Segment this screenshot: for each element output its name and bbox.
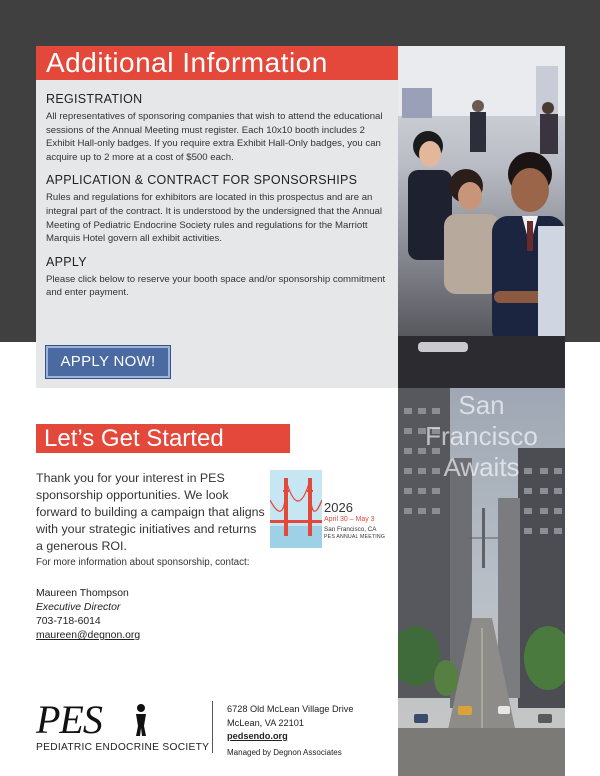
golden-gate-bridge-icon [270,470,322,548]
registration-text: All representatives of sponsoring companies that wish to attend the educational sessions of the Annual Meeting must register. Each 10x10 booth includes 2 Exhibit Hall-only badges. If you require extra Exhibit Hall-Only badges, you can acquire up to 2 more at a cost of $500 each. [46,111,383,163]
meeting-name: PES ANNUAL MEETING [324,534,386,540]
website-link[interactable]: pedsendo.org [227,731,288,741]
annual-meeting-logo [270,470,394,548]
application-heading: APPLICATION & CONTRACT FOR SPONSORSHIPS [46,173,358,188]
audience-photo [398,46,565,388]
apply-text: Please click below to reserve your booth space and/or sponsorship commitment and enter payment. [46,273,386,299]
footer-address [227,703,354,759]
managed-by-text: Managed by Degnon Associates [227,747,342,757]
contact-phone: 703-718-6014 [36,616,101,627]
meeting-city: San Francisco, CA [324,526,377,533]
san-francisco-street-photo [398,388,565,776]
address-line-2: McLean, VA 22101 [227,717,304,728]
additional-info-card [36,46,398,388]
more-info-text: For more information about sponsorship, contact: [36,557,250,568]
footer-divider [212,701,213,753]
contact-title: Executive Director [36,602,121,613]
address-line-1: 6728 Old McLean Village Drive [227,704,354,714]
additional-info-body [46,92,392,309]
contact-email-link[interactable]: maureen@degnon.org [36,630,141,641]
lets-get-started-title: Let’s Get Started [36,424,290,453]
pes-logo-wordmark: PES [36,697,102,742]
apply-heading: APPLY [46,254,87,269]
apply-now-button[interactable]: APPLY NOW! [46,346,170,378]
city-caption-line-2: Francisco [425,421,538,451]
application-text: Rules and regulations for exhibitors are located in this prospectus and are an integral part of the contract. It is understood by the undersigned that the Annual Meeting of Pediatric Endocrine Society rules and regulations for the Marriott Marquis Hotel govern all exhibit activities. [46,192,383,245]
meeting-year: 2026 [324,500,353,515]
pes-logo [36,697,210,762]
child-figure-icon [132,702,150,738]
registration-heading: REGISTRATION [46,92,143,106]
city-caption [398,390,565,483]
org-name: PEDIATRIC ENDOCRINE SOCIETY [36,742,210,753]
contact-block [36,587,236,643]
contact-name: Maureen Thompson [36,588,129,599]
thank-you-text: Thank you for your interest in PES sponsorship opportunities. We look forward to building a campaign that aligns with your strategic initiatives and returns a generous ROI. [36,471,265,553]
city-caption-line-3: Awaits [443,452,520,482]
additional-info-title: Additional Information [36,46,398,80]
meeting-dates: April 30 – May 3 [324,516,375,523]
city-caption-line-1: San [458,390,505,420]
